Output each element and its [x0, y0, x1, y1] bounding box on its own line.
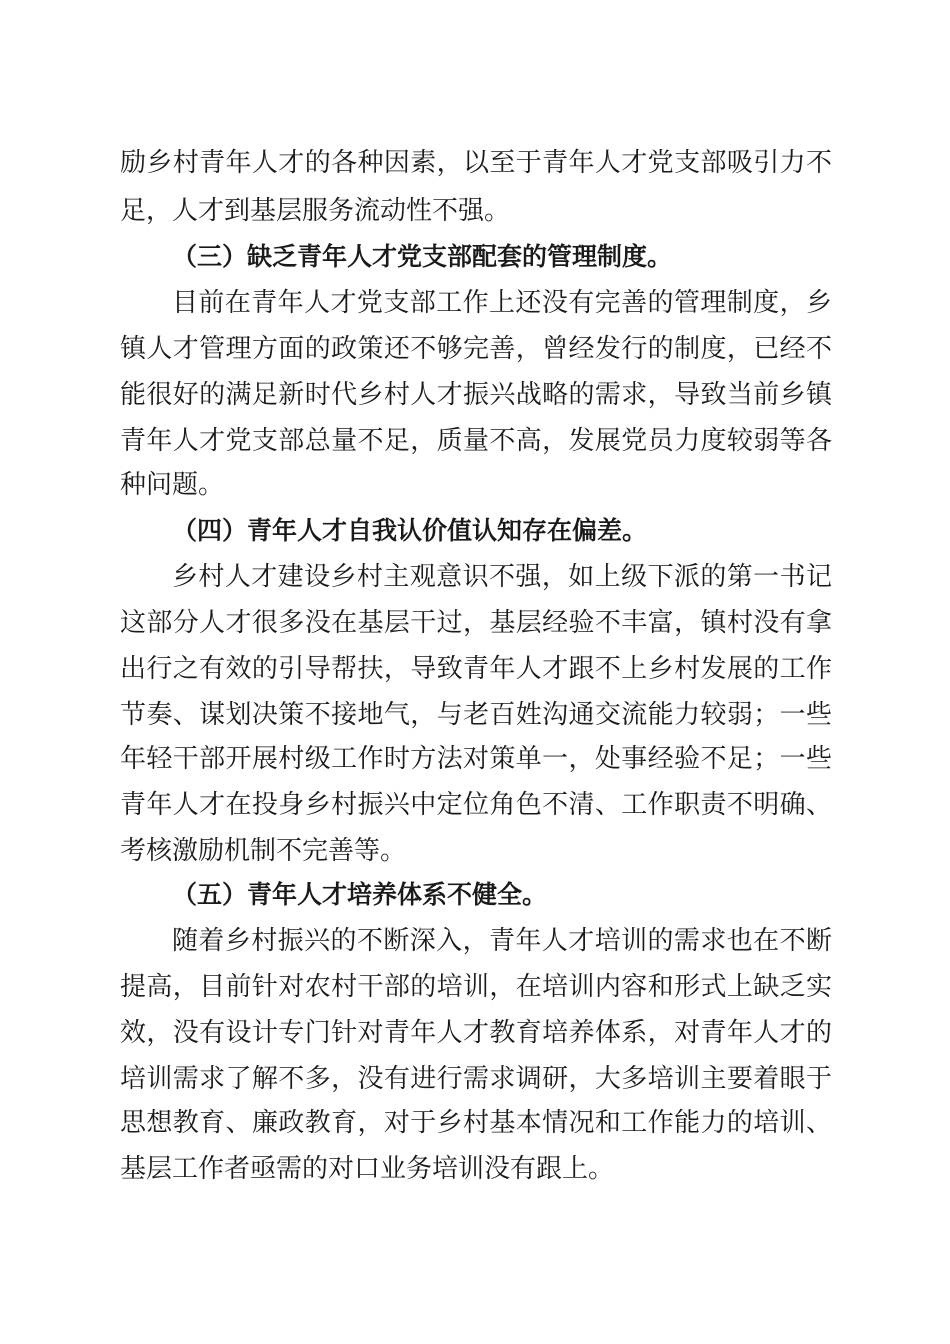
paragraph-line: 励乡村青年人才的各种因素，以至于青年人才党支部吸引力不 — [120, 148, 832, 178]
paragraph-line: 青年人才在投身乡村振兴中定位角色不清、工作职责不明确、 — [120, 790, 832, 820]
paragraph-line: 种问题。 — [120, 470, 225, 500]
paragraph-line: 青年人才党支部总量不足，质量不高，发展党员力度较弱等各 — [120, 426, 832, 456]
paragraph-line: 考核激励机制不完善等。 — [120, 836, 407, 866]
paragraph-line: 随着乡村振兴的不断深入，青年人才培训的需求也在不断 — [172, 926, 832, 956]
section-heading-4: （四）青年人才自我认价值认知存在偏差。 — [172, 516, 648, 545]
paragraph-line: 年轻干部开展村级工作时方法对策单一，处事经验不足；一些 — [120, 744, 832, 774]
section-heading-3: （三）缺乏青年人才党支部配套的管理制度。 — [172, 242, 673, 271]
paragraph-line: 提高，目前针对农村干部的培训，在培训内容和形式上缺乏实 — [120, 972, 832, 1002]
paragraph-line: 这部分人才很多没在基层干过，基层经验不丰富，镇村没有拿 — [120, 608, 832, 638]
paragraph-line: 效，没有设计专门针对青年人才教育培养体系，对青年人才的 — [120, 1018, 832, 1048]
paragraph-line: 足，人才到基层服务流动性不强。 — [120, 196, 511, 226]
section-heading-5: （五）青年人才培养体系不健全。 — [172, 880, 548, 909]
paragraph-line: 节奏、谋划决策不接地气，与老百姓沟通交流能力较弱；一些 — [120, 700, 832, 730]
paragraph-line: 出行之有效的引导帮扶，导致青年人才跟不上乡村发展的工作 — [120, 654, 832, 684]
paragraph-line: 能很好的满足新时代乡村人才振兴战略的需求，导致当前乡镇 — [120, 380, 832, 410]
paragraph-line: 思想教育、廉政教育，对于乡村基本情况和工作能力的培训、 — [120, 1108, 832, 1138]
paragraph-line: 乡村人才建设乡村主观意识不强，如上级下派的第一书记 — [172, 562, 832, 592]
paragraph-line: 培训需求了解不多，没有进行需求调研，大多培训主要着眼于 — [120, 1064, 832, 1094]
paragraph-line: 镇人才管理方面的政策还不够完善，曾经发行的制度，已经不 — [120, 334, 832, 364]
paragraph-line: 基层工作者亟需的对口业务培训没有跟上。 — [120, 1154, 615, 1184]
paragraph-line: 目前在青年人才党支部工作上还没有完善的管理制度，乡 — [172, 288, 832, 318]
